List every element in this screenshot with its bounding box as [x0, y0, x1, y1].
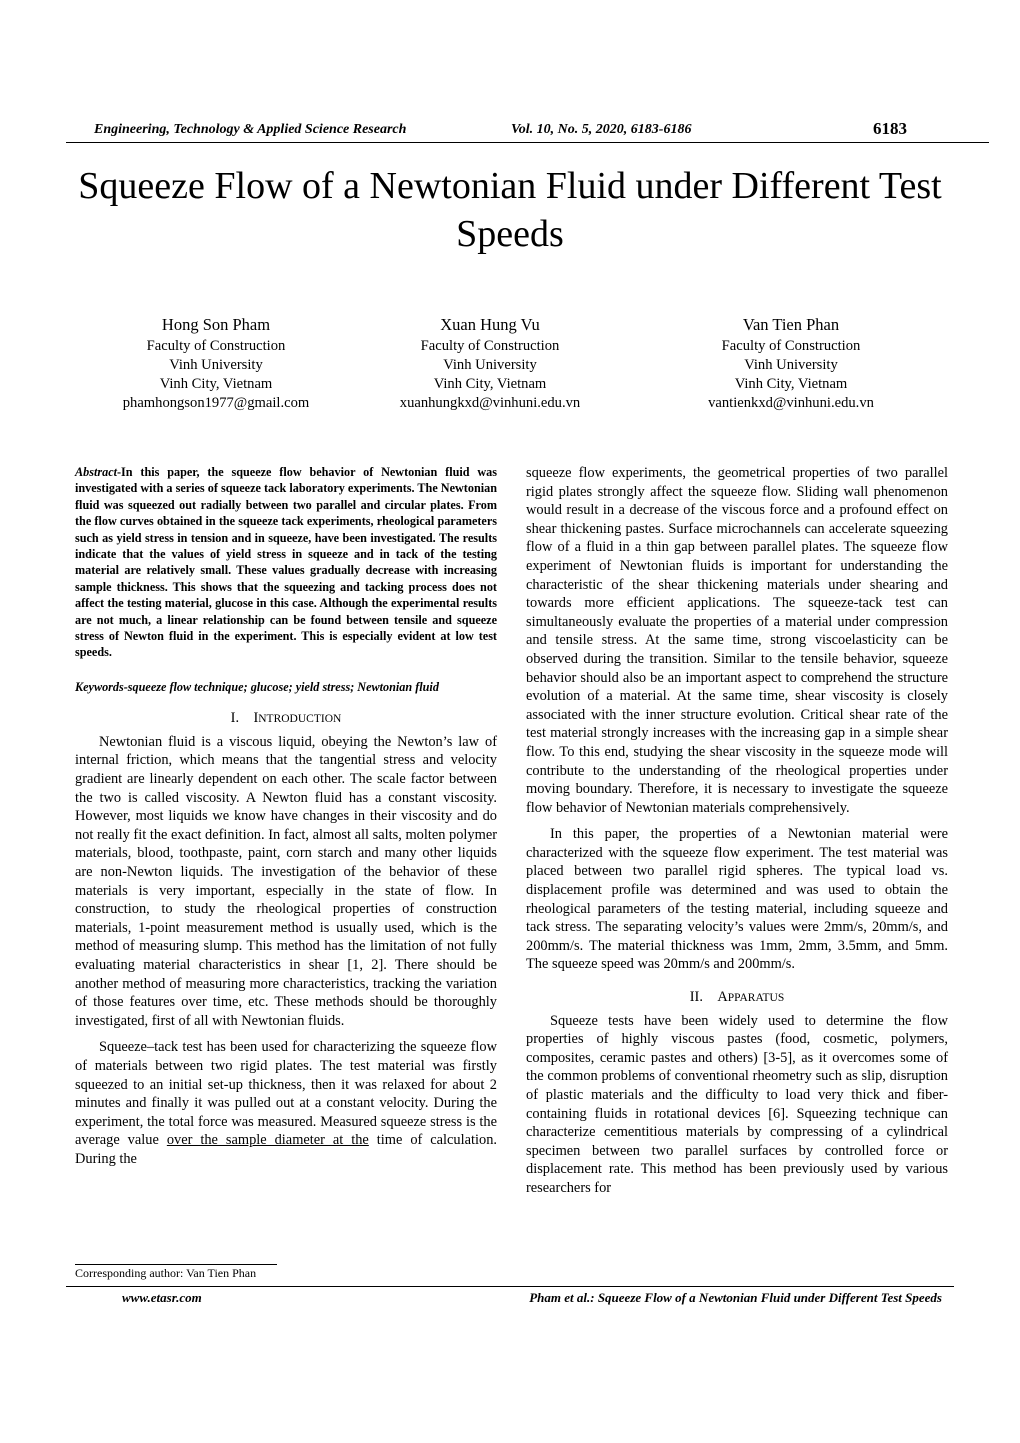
volume-info: Vol. 10, No. 5, 2020, 6183-6186 [511, 122, 692, 137]
abstract-text: -In this paper, the squeeze flow behavior of Newtonian fluid was investigated with a series of squeeze tack laboratory experiments. The Newtonian fluid was squeezed out radially between two parallel and circular plates. From the flow curves obtained in the squeeze tack experiments, rheological parameters such as yield stress in tension and in squeeze, have been investigated. The results indicate that the values of yield stress in squeeze and in tack of the testing material are relatively small. These values gradually decrease with increasing sample thickness. This shows that the squeezing and tacking process does not affect the testing material, glucose in this case. Although the experimental results are not much, a linear relationship can be found between tensile and squeeze stress of Newton fluid in the experiment. This is especially evident at low test speeds. [75, 465, 497, 660]
author-faculty: Faculty of Construction [420, 338, 560, 354]
author-name: Xuan Hung Vu [440, 315, 540, 334]
footnote: Corresponding author: Van Tien Phan [75, 1266, 257, 1280]
author-3 [641, 314, 941, 413]
section-title-initial: I [253, 710, 259, 727]
section-heading-apparatus [526, 988, 948, 1008]
footnote-rule [75, 1264, 277, 1265]
abstract-label: Abstract [75, 465, 117, 479]
footer-citation: Pham et al.: Squeeze Flow of a Newtonian Fluid under Different Test Speeds [529, 1290, 942, 1305]
paper-title: Squeeze Flow of a Newtonian Fluid under Different Test Speeds [78, 165, 942, 255]
page-number: 6183 [873, 119, 907, 138]
paragraph: Squeeze tests have been widely used to determine the flow properties of highly viscous pastes (food, cosmetic, polymers, composites, ceramic pastes and others) [3-5], as it overcomes some of the common problems of conventional rheometry such as slip, disruption of plastic materials and the difficulty to load very thick and fiber-containing fluids in rotational devices [6]. Squeezing technique can characterize cementitious materials by compressing of a cylindrical specimen between two parallel surfaces by controlled force or displacement rate. This method has been previously used by various researchers for [526, 1012, 948, 1196]
paragraph-text: Squeeze–tack test has been used for characterizing the squeeze flow of materials between two rigid plates. The test material was firstly squeezed to an initial set-up thickness, then it was relaxed for about 2 minutes and finally it was pulled out at a constant velocity. During the experiment, the total force was measured. Measured squeeze stress is the average value [75, 1039, 497, 1149]
abstract [75, 464, 497, 661]
underlined-text: over the sample diameter at the [166, 1132, 369, 1149]
author-1 [66, 314, 366, 413]
author-faculty: Faculty of Construction [146, 338, 286, 354]
left-column [75, 464, 497, 1169]
keywords: Keywords-squeeze flow technique; glucose; yield stress; Newtonian fluid [75, 679, 439, 694]
section-title-rest: PPARATUS [727, 992, 785, 1005]
paragraph [75, 1038, 497, 1168]
journal-name: Engineering, Technology & Applied Science Research [94, 122, 407, 137]
section-title-initial: A [717, 989, 728, 1006]
author-city: Vinh City, Vietnam [433, 376, 547, 392]
author-city: Vinh City, Vietnam [734, 376, 848, 392]
paragraph: squeeze flow experiments, the geometrical properties of two parallel rigid plates strongly affect the squeeze flow. Sliding wall phenomenon would result in a decrease of the viscous force and a profound effect on shear thickening pastes. Surface microchannels can accelerate squeezing flow of a fluid in a thin gap between parallel plates. The squeeze flow experiment of Newtonian fluids is important for understanding the characteristic of the shear thickening materials under shearing and towards more efficient applications. The squeeze-tack test can simultaneously evaluate the properties of a material under compression and tensile stress. At the same time, strong viscoelasticity can be observed during the transition. Similar to the tensile behavior, squeeze behavior should also be an important aspect to comprehend the structure evolution of a material. At the same time, shear viscosity is closely associated with the inner structure evolution. Critical shear rate of the test material strongly increases with the increasing gap in a simple shear flow. To this end, studying the shear viscosity in the squeeze mode will contribute to the understanding of the rheological properties under moving boundary. Therefore, it is necessary to investigate the squeeze flow behavior of Newtonian materials comprehensively. [526, 465, 948, 816]
running-footer [66, 1286, 954, 1311]
section-title-rest: NTRODUCTION [258, 713, 342, 726]
author-city: Vinh City, Vietnam [159, 376, 273, 392]
paragraph: In this paper, the properties of a Newtonian material were characterized with the squeeze flow experiment. The test material was placed between two parallel rigid spheres. The typical load vs. displacement profile was determined and was used to obtain the rheological parameters of the testing material, including squeeze and tack stress. The separating velocity’s values were 2mm/s, 20mm/s, and 200mm/s. The material thickness was 1mm, 2mm, 3.5mm, and 5mm. The squeeze speed was 20mm/s and 200mm/s. [526, 826, 948, 973]
section-number: I. [230, 710, 240, 727]
author-university: Vinh University [744, 357, 838, 373]
section-heading-introduction [75, 709, 497, 729]
journal-website: www.etasr.com [122, 1290, 202, 1305]
author-email: phamhongson1977@gmail.com [122, 395, 310, 411]
paragraph-text-end: time of calculation. During the [75, 1132, 497, 1167]
running-header [66, 118, 989, 143]
author-2 [340, 314, 640, 413]
author-email: vantienkxd@vinhuni.edu.vn [708, 395, 874, 411]
author-block [66, 314, 956, 424]
paragraph: Newtonian fluid is a viscous liquid, obeying the Newton’s law of internal friction, which means that the tangential stress and velocity gradient are linearly dependent on each other. The scale factor between the two is called viscosity. A Newton fluid has a constant viscosity. However, most liquids we know have changes in their viscosity and do not really fit the exact definition. In fact, almost all salts, molten polymer materials, blood, toothpaste, paint, corn starch and many other liquids are non-Newton liquids. The investigation of the behavior of these materials is very important, especially in the state of flow. In construction, to study the rheological properties of construction materials, 1-point measurement method is usually used, which is the method of measuring slump. This method has the limitation of not fully evaluating material characteristics in shear [1, 2]. There should be another method of measuring more characteristics, tracking the variation of those features over time, etc. These methods should be thoroughly investigated, first of all with Newtonian fluids. [75, 733, 497, 1029]
section-number: II. [689, 989, 703, 1006]
author-name: Van Tien Phan [742, 315, 840, 334]
author-university: Vinh University [443, 357, 537, 373]
author-faculty: Faculty of Construction [721, 338, 861, 354]
right-column [526, 464, 948, 1198]
author-name: Hong Son Pham [161, 315, 271, 334]
author-university: Vinh University [169, 357, 263, 373]
author-email: xuanhungkxd@vinhuni.edu.vn [399, 395, 581, 411]
